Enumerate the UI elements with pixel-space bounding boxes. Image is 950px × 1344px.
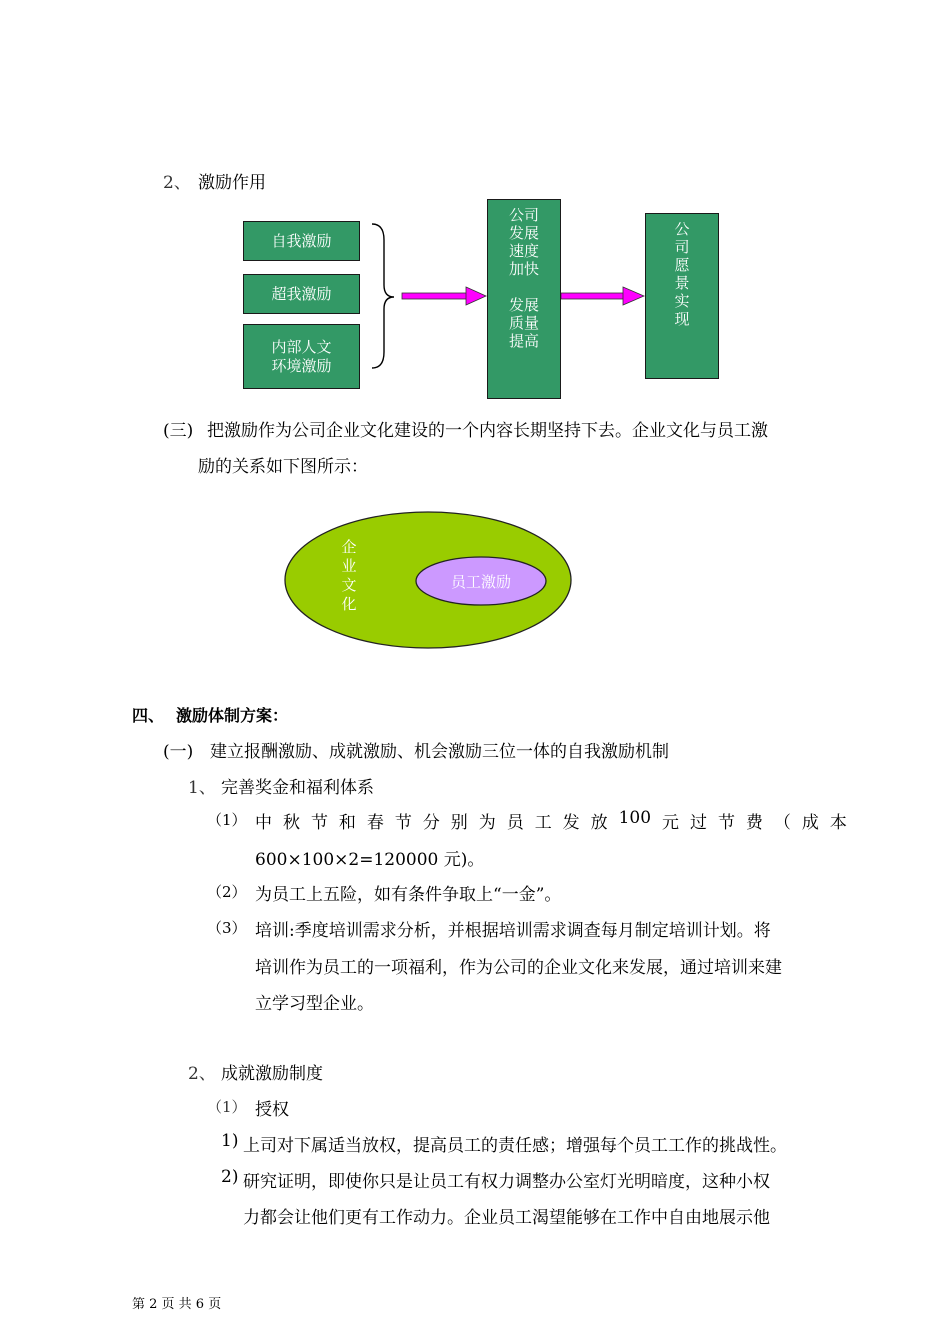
culture-char: 业 — [341, 557, 357, 575]
sub-title: 完善奖金和福利体系 — [221, 778, 374, 798]
culture-label — [338, 538, 360, 614]
growth-line: 提高 — [508, 332, 539, 350]
point-line: 600×100×2=120000 元)。 — [255, 850, 485, 870]
point-line-justified: 中 秋 节 和 春 节 分 别 为 员 工 发 放 100 元 过 节 费 （ 成 本 — [255, 808, 847, 833]
point-line: 培训作为员工的一项福利，作为公司的企业文化来发展，通过培训来建 — [255, 958, 782, 978]
vision-char: 实 — [674, 292, 690, 310]
growth-line — [488, 278, 560, 296]
section-title: 激励作用 — [198, 173, 266, 193]
sub-title: 成就激励制度 — [221, 1064, 323, 1084]
point-line: 立学习型企业。 — [255, 994, 374, 1014]
sub-number: 1、 — [188, 778, 216, 798]
self-incentive-box: 自我激励 — [243, 221, 360, 261]
right-brace — [372, 224, 394, 368]
rule-line: 力都会让他们更有工作动力。企业员工渴望能够在工作中自由地展示他 — [243, 1208, 770, 1228]
culture-char: 化 — [341, 595, 357, 613]
culture-char: 文 — [341, 576, 357, 594]
rule-text: 上司对下属适当放权，提高员工的责任感；增强每个员工工作的挑战性。 — [243, 1136, 787, 1156]
culture-char: 企 — [341, 538, 357, 556]
point-label: （1） — [207, 1098, 247, 1116]
item-text: 建立报酬激励、成就激励、机会激励三位一体的自我激励机制 — [210, 742, 669, 762]
point-label: （1） — [207, 811, 247, 829]
arrow-2 — [561, 287, 644, 305]
vision-realized-box — [645, 213, 719, 379]
para-line: 励的关系如下图所示： — [198, 457, 368, 477]
growth-line: 质量 — [508, 314, 539, 332]
growth-line: 加快 — [508, 260, 539, 278]
para-label: (三) — [163, 421, 194, 441]
point-text: 为员工上五险，如有条件争取上“一金”。 — [255, 885, 562, 905]
super-incentive-box: 超我激励 — [243, 274, 360, 314]
growth-line: 发展 — [508, 224, 539, 242]
culture-incentive-box: 内部人文 环境激励 — [243, 324, 360, 389]
vision-char: 愿 — [674, 256, 690, 274]
vision-char: 公 — [674, 220, 690, 238]
item-label: (一) — [163, 742, 194, 762]
point-label: （3） — [207, 919, 247, 937]
growth-line: 公司 — [508, 206, 539, 224]
incentive-label: 员工激励 — [450, 573, 511, 591]
rule-label: 2) — [221, 1167, 239, 1187]
sub-number: 2、 — [188, 1064, 216, 1084]
brace-and-arrows — [0, 0, 950, 420]
section-title: 激励体制方案： — [176, 706, 289, 725]
section-number: 2、 — [163, 173, 191, 193]
point-text: 授权 — [255, 1100, 289, 1120]
company-growth-box — [487, 199, 561, 399]
point-line: 培训:季度培训需求分析，并根据培训需求调查每月制定培训计划。将 — [255, 921, 771, 941]
page-footer: 第 2 页 共 6 页 — [132, 1297, 222, 1312]
vision-char: 现 — [674, 310, 690, 328]
growth-line: 发展 — [508, 296, 539, 314]
rule-line: 研究证明，即使你只是让员工有权力调整办公室灯光明暗度，这种小权 — [243, 1172, 770, 1192]
section-number: 四、 — [132, 706, 165, 725]
vision-char: 司 — [674, 238, 690, 256]
vision-char: 景 — [674, 274, 690, 292]
point-label: （2） — [207, 883, 247, 901]
growth-line: 速度 — [508, 242, 539, 260]
arrow-1 — [402, 287, 486, 305]
rule-label: 1) — [221, 1131, 239, 1151]
para-line: 把激励作为公司企业文化建设的一个内容长期坚持下去。企业文化与员工激 — [207, 421, 768, 441]
